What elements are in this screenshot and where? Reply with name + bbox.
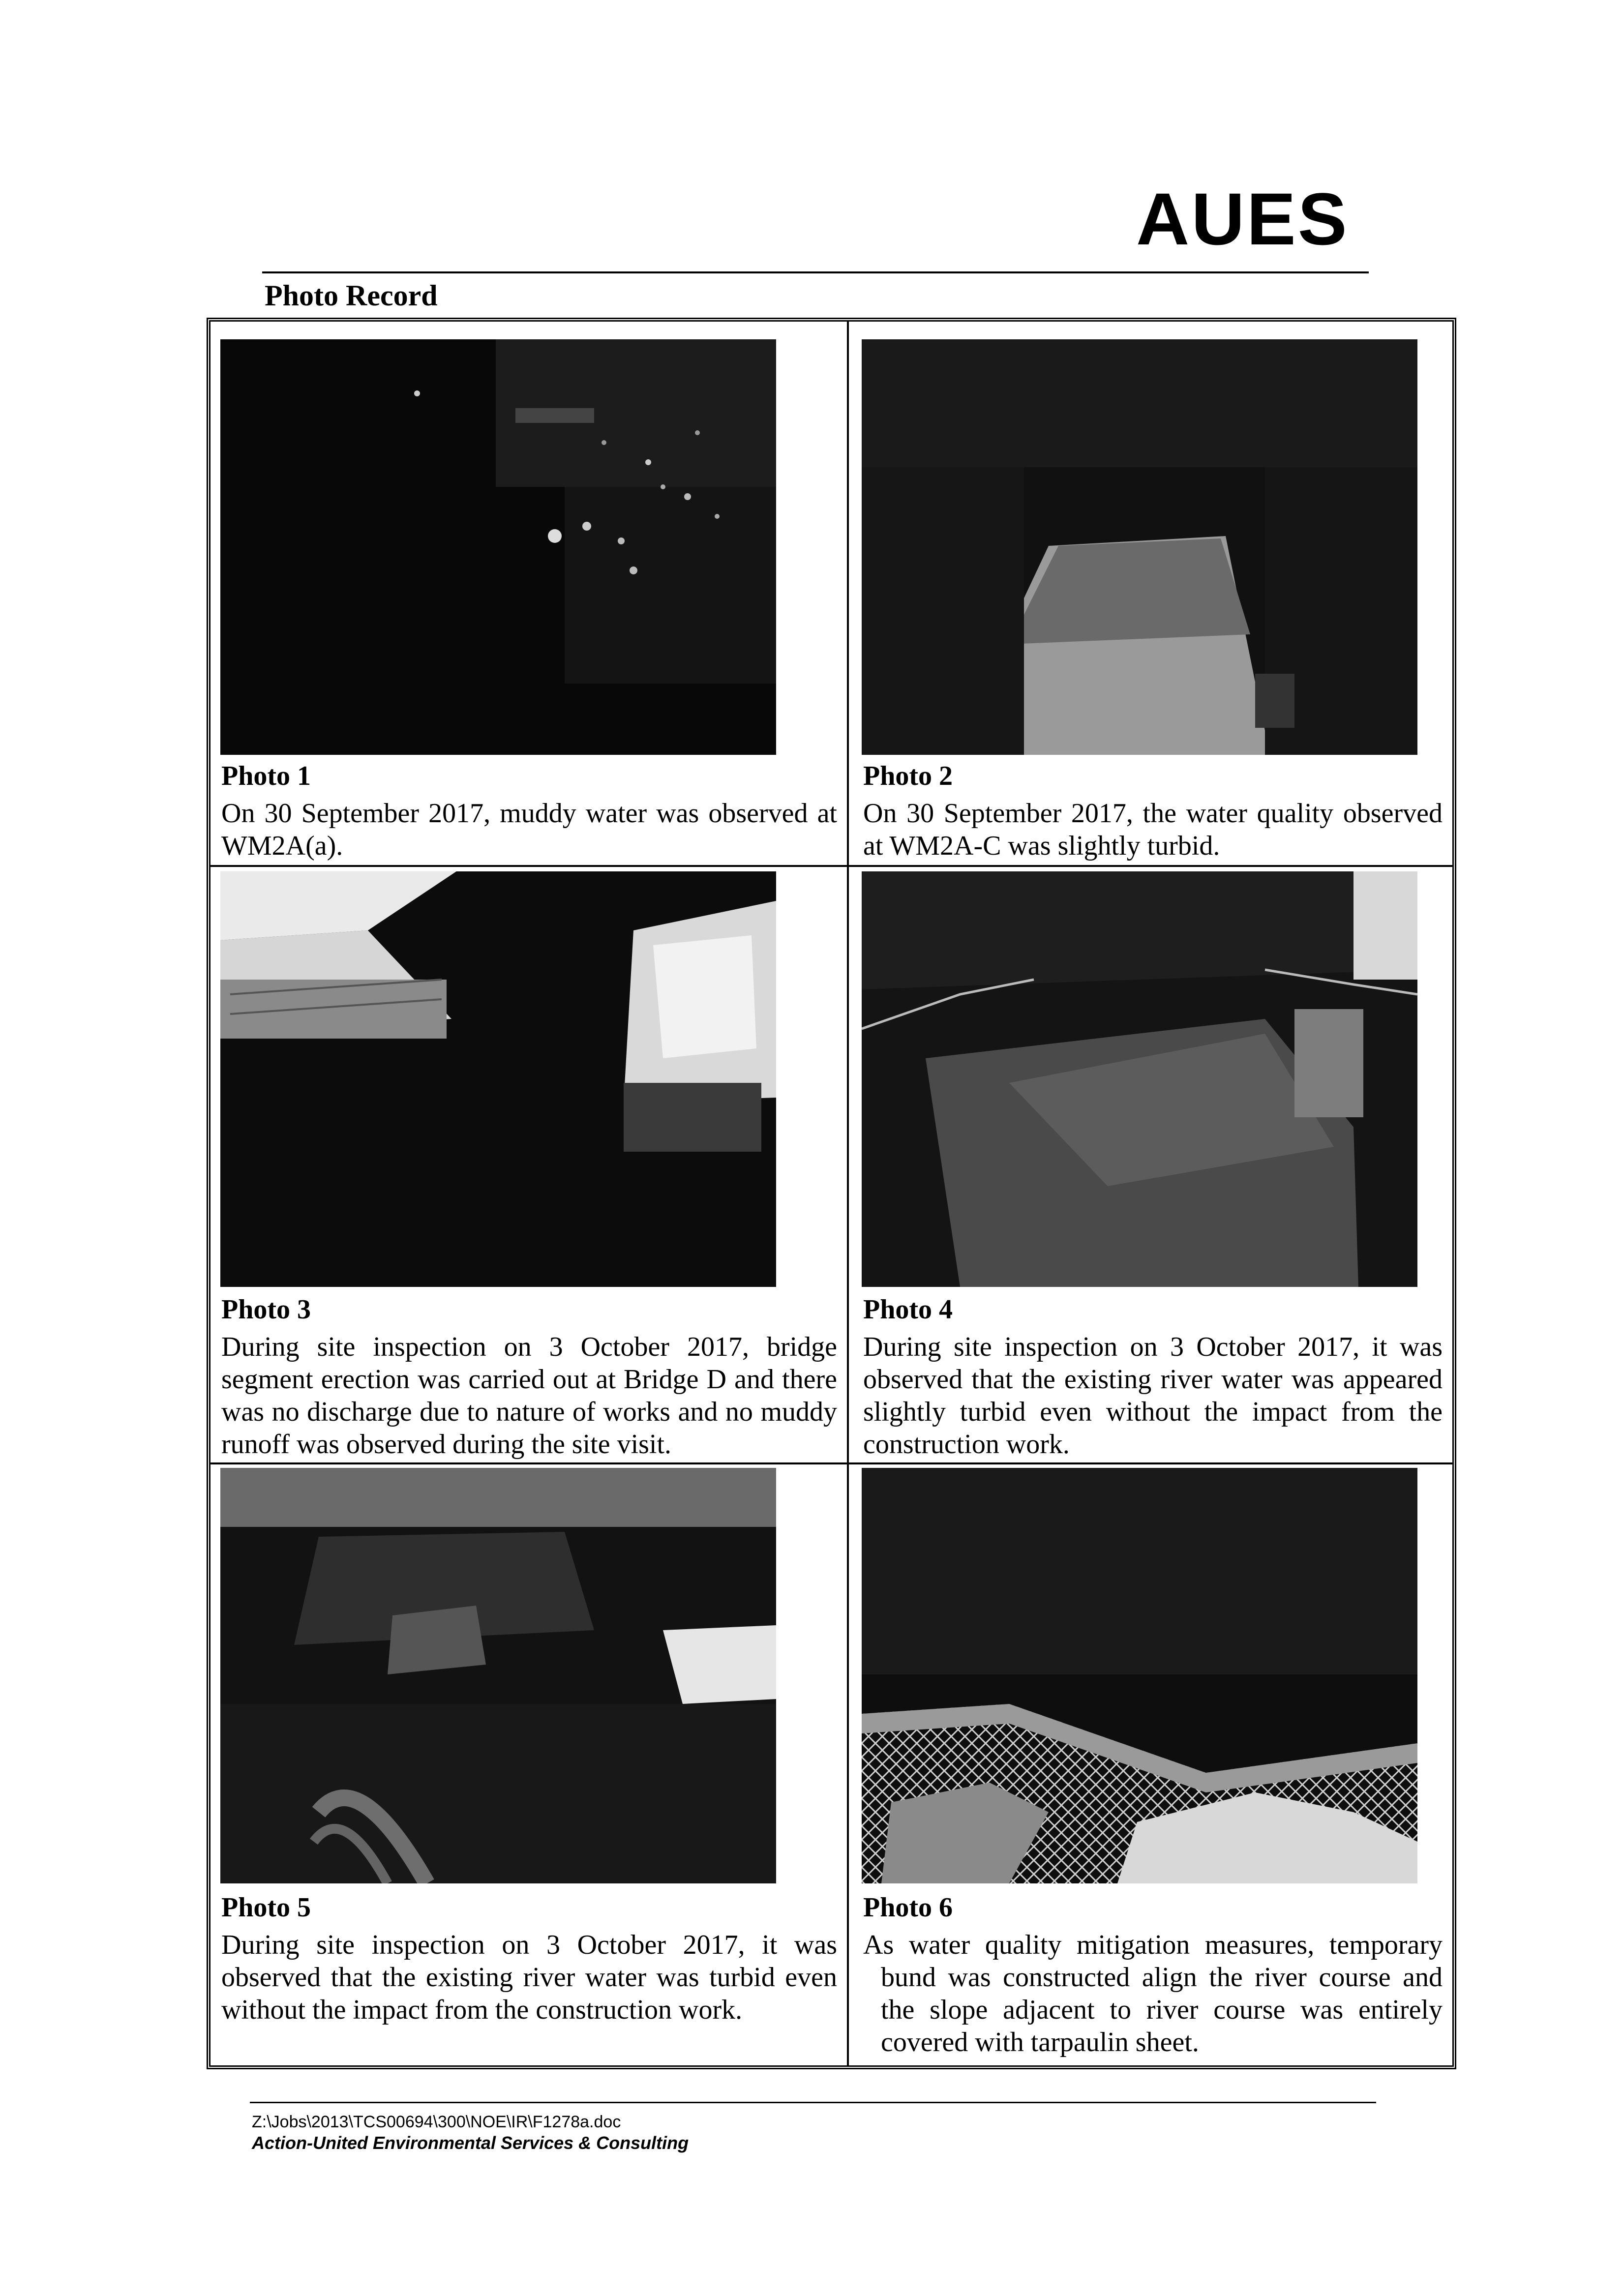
header-divider	[262, 271, 1369, 273]
photo-3-caption: During site inspection on 3 October 2017, bridge segment erection was carried out at Bridge D and there was no discharge due to nature of works and no muddy runoff was observed during the site visit.	[221, 1332, 837, 1460]
footer-divider	[250, 2102, 1376, 2103]
page-title: Photo Record	[265, 279, 438, 312]
photo-4-image	[862, 871, 1417, 1287]
photo-4-caption: During site inspection on 3 October 2017, it was observed that the existing river water was appeared slightly turbid even without the impact from the construction work.	[863, 1332, 1443, 1460]
table-row-divider-2	[210, 1462, 1453, 1464]
photo-3-caption-block	[221, 1293, 837, 1461]
photo-6-caption-block	[863, 1891, 1443, 2058]
photo-1-title: Photo 1	[221, 761, 311, 791]
company-logo: AUES	[1136, 178, 1349, 260]
photo-1-image	[220, 339, 776, 755]
photo-1-caption-block	[221, 760, 837, 862]
photo-3-title: Photo 3	[221, 1294, 311, 1325]
photo-5-caption: During site inspection on 3 October 2017, it was observed that the existing river water was turbid even without the impact from the construction work.	[221, 1930, 837, 2025]
photo-5-title: Photo 5	[221, 1892, 311, 1923]
photo-5-image	[220, 1468, 776, 1883]
photo-2-caption: On 30 September 2017, the water quality observed at WM2A-C was slightly turbid.	[863, 798, 1443, 861]
table-row-divider-1	[210, 865, 1453, 867]
photo-6-title: Photo 6	[863, 1892, 953, 1923]
photo-6-caption: As water quality mitigation measures, temporary bund was constructed align the river course and the slope adjacent to river course was entirely covered with tarpaulin sheet.	[863, 1930, 1443, 2057]
photo-2-image	[862, 339, 1417, 755]
photo-3-image	[220, 871, 776, 1287]
table-column-divider	[847, 321, 849, 2066]
photo-2-title: Photo 2	[863, 761, 953, 791]
footer-file-path: Z:\Jobs\2013\TCS00694\300\NOE\IR\F1278a.doc	[252, 2113, 621, 2131]
footer-company-name: Action-United Environmental Services & Consulting	[252, 2133, 689, 2153]
photo-2-caption-block	[863, 760, 1443, 862]
photo-4-title: Photo 4	[863, 1294, 953, 1325]
photo-4-caption-block	[863, 1293, 1443, 1461]
photo-5-caption-block	[221, 1891, 837, 2026]
photo-1-caption: On 30 September 2017, muddy water was observed at WM2A(a).	[221, 798, 837, 861]
photo-6-image	[862, 1468, 1417, 1883]
